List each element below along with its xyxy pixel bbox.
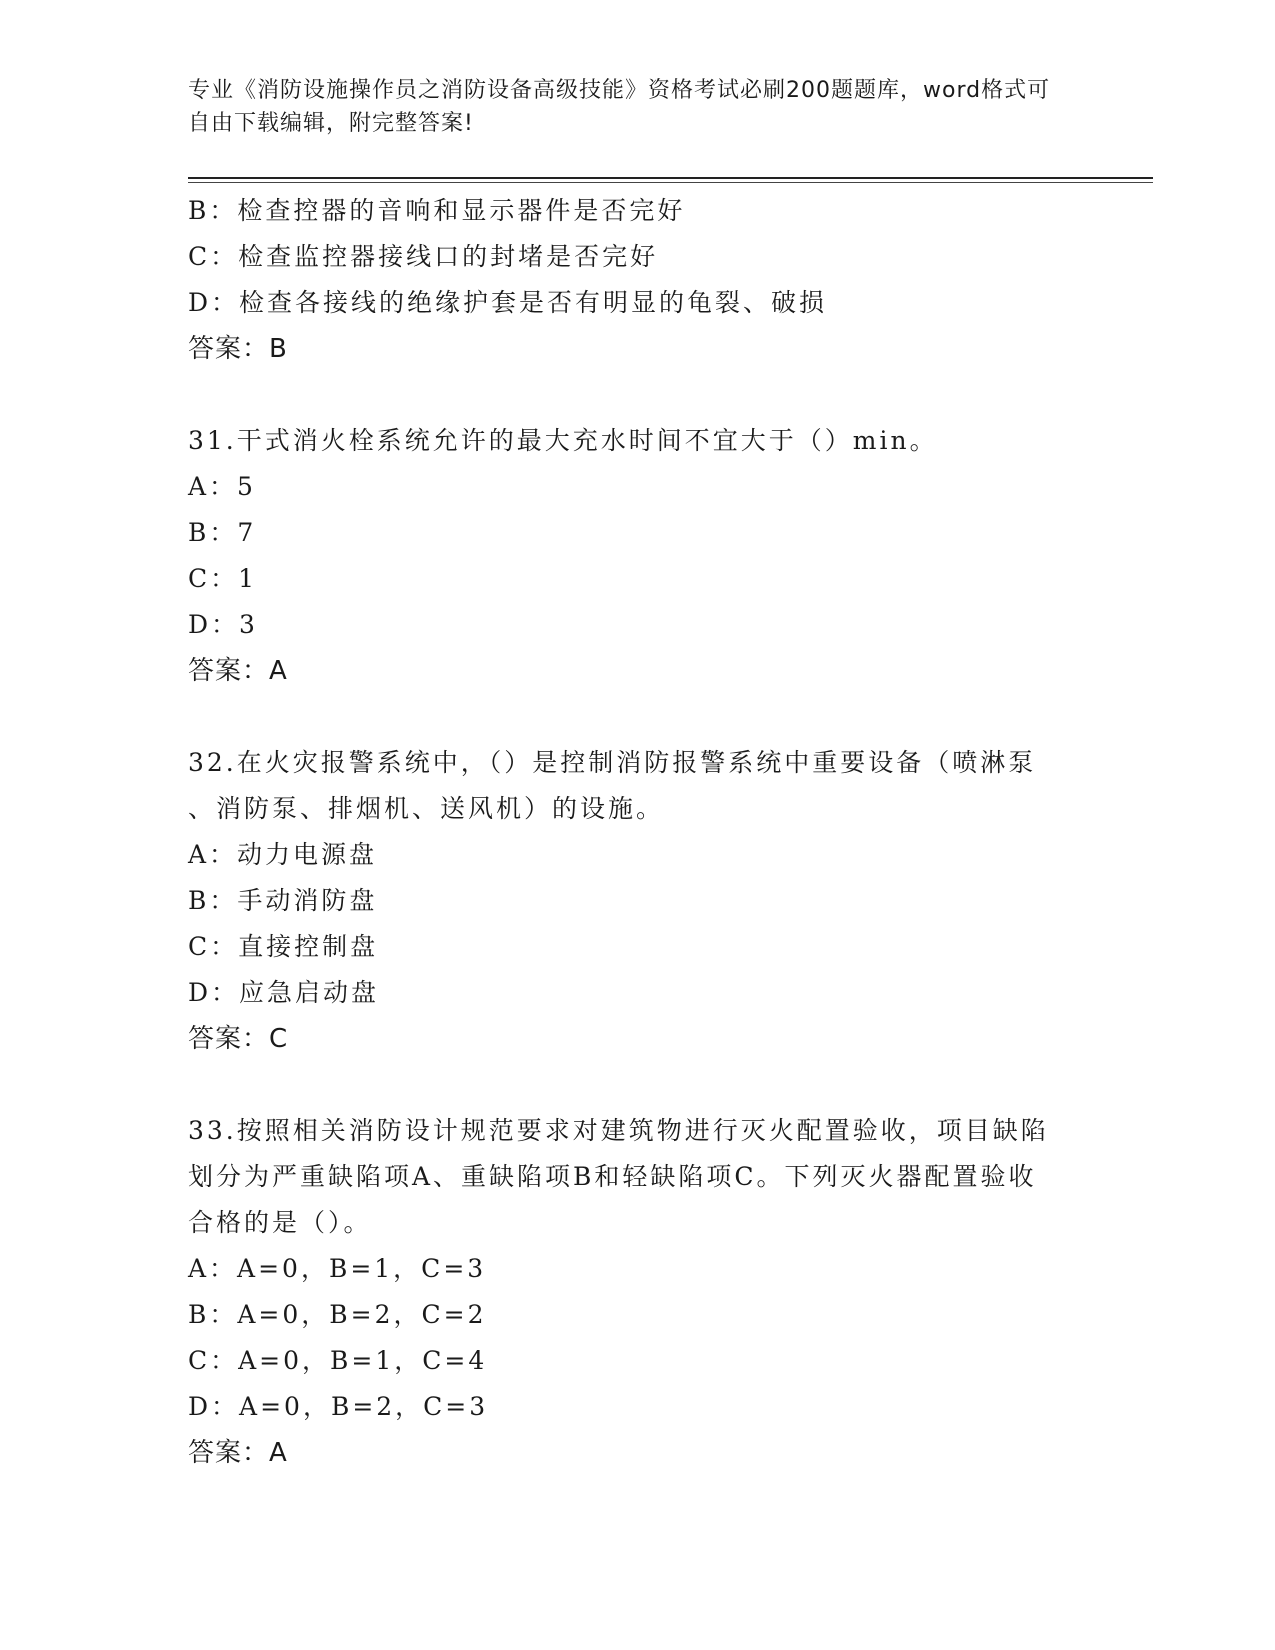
option-b: B：7 bbox=[188, 518, 257, 547]
question-stem-line-2: 、消防泵、排烟机、送风机）的设施。 bbox=[188, 794, 665, 823]
question-content bbox=[188, 188, 1088, 1476]
option-c: C：1 bbox=[188, 564, 258, 593]
question-stem-line-1: 33.按照相关消防设计规范要求对建筑物进行灭火配置验收，项目缺陷 bbox=[188, 1116, 1049, 1145]
answer: 答案：B bbox=[188, 334, 288, 364]
spacer bbox=[188, 694, 1088, 740]
header-rule-thin bbox=[188, 182, 1153, 183]
option-a: A：动力电源盘 bbox=[188, 840, 378, 869]
option-c: C：直接控制盘 bbox=[188, 932, 379, 961]
question-stem-line-2: 划分为严重缺陷项A、重缺陷项B和轻缺陷项C。下列灭火器配置验收 bbox=[188, 1162, 1037, 1191]
answer: 答案：C bbox=[188, 1024, 289, 1054]
question-stem: 31.干式消火栓系统允许的最大充水时间不宜大于（）min。 bbox=[188, 426, 938, 455]
spacer bbox=[188, 1062, 1088, 1108]
option-a: A：5 bbox=[188, 472, 256, 501]
option-d: D：检查各接线的绝缘护套是否有明显的龟裂、破损 bbox=[188, 288, 828, 317]
answer: 答案：A bbox=[188, 656, 288, 686]
question-stem-line-3: 合格的是（）。 bbox=[188, 1208, 372, 1237]
answer: 答案：A bbox=[188, 1438, 288, 1468]
question-33 bbox=[188, 1108, 1088, 1476]
prev-question bbox=[188, 188, 1088, 372]
option-b: B：手动消防盘 bbox=[188, 886, 378, 915]
question-31 bbox=[188, 418, 1088, 694]
option-c: C：A=0，B=1，C=4 bbox=[188, 1346, 488, 1375]
question-stem-line-1: 32.在火灾报警系统中，（）是控制消防报警系统中重要设备（喷淋泵 bbox=[188, 748, 1037, 777]
option-c: C：检查监控器接线口的封堵是否完好 bbox=[188, 242, 659, 271]
question-32 bbox=[188, 740, 1088, 1062]
option-d: D：A=0，B=2，C=3 bbox=[188, 1392, 489, 1421]
option-a: A：A=0，B=1，C=3 bbox=[188, 1254, 487, 1283]
spacer bbox=[188, 372, 1088, 418]
document-header bbox=[188, 74, 1068, 140]
header-title: 专业《消防设施操作员之消防设备高级技能》资格考试必刷200题题库，word格式可自由下载编辑，附完整答案! bbox=[188, 78, 1051, 136]
header-rule-thick bbox=[188, 177, 1153, 179]
option-b: B：检查控器的音响和显示器件是否完好 bbox=[188, 196, 686, 225]
option-b: B：A=0，B=2，C=2 bbox=[188, 1300, 487, 1329]
option-d: D：应急启动盘 bbox=[188, 978, 380, 1007]
option-d: D：3 bbox=[188, 610, 258, 639]
